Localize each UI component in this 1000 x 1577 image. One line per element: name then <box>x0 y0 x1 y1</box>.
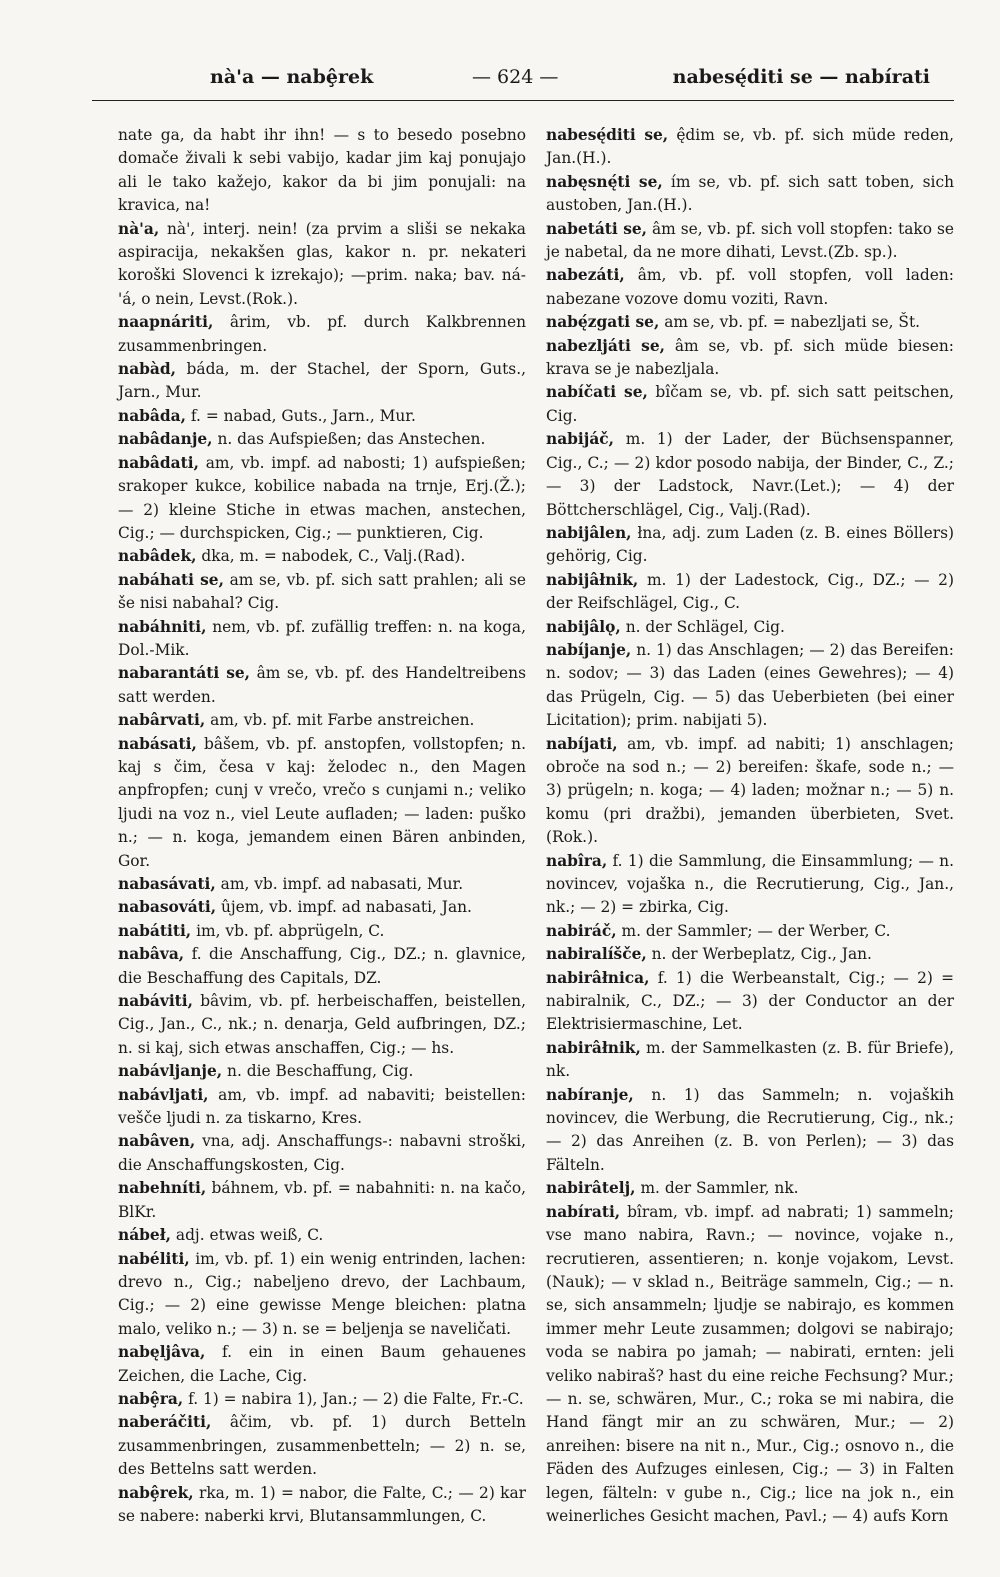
dictionary-entry <box>118 311 526 358</box>
dictionary-entry <box>118 1411 526 1481</box>
entry-headword: nabíranje, <box>546 1085 634 1104</box>
dictionary-entry <box>546 381 954 428</box>
dictionary-entry <box>546 171 954 218</box>
entry-definition: bâvim, vb. pf. herbeischaffen, beistellen, Cig., Jan., C., nk.; n. denarja, Geld aufbringen, DZ.; n. si kaj, sich etwas anschaffen, Cig.; — hs. <box>118 992 526 1057</box>
dictionary-entry <box>118 709 526 732</box>
entry-headword: nabíjanje, <box>546 640 632 659</box>
dictionary-entry <box>118 873 526 896</box>
entry-headword: nabasováti, <box>118 898 217 917</box>
entry-headword: nabirâtelj, <box>546 1179 636 1198</box>
dictionary-entry <box>546 639 954 733</box>
entry-headword: nabîra, <box>546 851 608 870</box>
dictionary-entry <box>546 967 954 1037</box>
dictionary-entry <box>118 358 526 405</box>
entry-headword: nabáviti, <box>118 992 193 1011</box>
dictionary-entry <box>118 1388 526 1411</box>
dictionary-entry <box>118 662 526 709</box>
dictionary-entry <box>546 428 954 522</box>
entry-headword: nabesę́diti se, <box>546 126 669 144</box>
entry-definition: am, vb. pf. mit Farbe anstreichen. <box>210 711 475 730</box>
entry-definition: âm se, vb. pf. sich voll stopfen: tako se je nabetal, da ne more dihati, Levst.(Zb. sp.). <box>546 219 954 262</box>
dictionary-entry <box>546 124 954 171</box>
entry-definition: âm se, vb. pf. sich müde biesen: krava se je nabezljala. <box>546 336 954 379</box>
entry-definition: im, vb. pf. abprügeln, C. <box>196 921 385 940</box>
entry-headword: nabírati, <box>546 1202 621 1221</box>
dictionary-entry <box>118 733 526 873</box>
entry-definition: am, vb. impf. ad nabosti; 1) aufspießen; srakoper kukce, kobilice nabada na trnje, Erj.(Ž.); — 2) kleine Stiche in etwas machen, anstechen, Cig.; — durchspicken, Cig.; — punktieren, Cig. <box>118 453 526 542</box>
entry-definition: am se, vb. pf. sich satt prahlen; ali se še nisi nabahal? Cig. <box>118 570 527 613</box>
entry-headword: naberáčiti, <box>118 1413 212 1432</box>
header-left-guideword: nà'a — nabȩ̂rek <box>210 66 374 88</box>
entry-definition: âčim, vb. pf. 1) durch Betteln zusammenbringen, zusammenbetteln; — 2) n. se, des Bettelns satt werden. <box>118 1413 526 1479</box>
dictionary-entry <box>118 545 526 568</box>
entry-definition: łna, adj. zum Laden (z. B. eines Böllers) gehörig, Cig. <box>546 523 954 566</box>
entry-definition: f. ein in einen Baum gehauenes Zeichen, die Lache, Cig. <box>118 1343 526 1385</box>
entry-definition: m. 1) der Lader, der Büchsenspanner, Cig., C.; — 2) kdor posodo nabija, der Binder, C., Z.; — 3) der Ladstock, Navr.(Let.); — 4) der Böttcherschlägel, Cig., Valj.(Rad). <box>546 430 954 519</box>
entry-headword: nabáhati se, <box>118 570 224 589</box>
dictionary-entry <box>118 1130 526 1177</box>
page-header <box>92 62 948 92</box>
dictionary-entry <box>118 405 526 428</box>
entry-headword: nabȩ̂ra, <box>118 1389 184 1408</box>
entry-definition: nà', interj. nein! (za prvim a sliši se nekaka aspiracija, nekakšen glas, kakor n. pr. nekateri koroški Slovenci k izrekajo); —prim. naka; bav. ná-'á, o nein, Levst.(Rok.). <box>118 219 526 308</box>
entry-definition: m. der Sammler; — der Werber, C. <box>621 921 891 940</box>
dictionary-entry <box>118 1060 526 1083</box>
dictionary-entry <box>118 218 526 312</box>
entry-headword: nabirâłnica, <box>546 968 650 987</box>
entry-headword: nabávljanje, <box>118 1062 223 1081</box>
dictionary-entry <box>546 335 954 382</box>
entry-definition: m. der Sammler, nk. <box>640 1179 799 1198</box>
entry-definition: nate ga, da habt ihr ihn! — s to besedo posebno domače živali k sebi vabijo, kadar jim kaj ponujajo ali le tako kažejo, kakor da bi jim ponujali: na kravica, na! <box>118 126 526 215</box>
entry-headword: nabiráč, <box>546 921 617 940</box>
dictionary-entry <box>118 1177 526 1224</box>
dictionary-entry <box>118 1224 526 1247</box>
entry-definition: am, vb. impf. ad nabiti; 1) anschlagen; obroče na sod n.; — 2) bereifen: škafe, sode n.; — 3) prügeln; n. koga; — 4) laden; možnar n.; — 5) n. komu (pri dražbi), jemanden überbieten, Svet.(Rok.). <box>546 734 954 847</box>
entry-headword: nabȩ̂rek, <box>118 1483 194 1502</box>
entry-definition: n. die Beschaffung, Cig. <box>227 1062 414 1081</box>
entry-headword: nabęljâva, <box>118 1343 206 1362</box>
page-number: — 624 — <box>472 66 559 88</box>
entry-definition: am se, vb. pf. = nabezljati se, Št. <box>664 313 921 332</box>
entry-headword: nabátiti, <box>118 921 192 940</box>
dictionary-entry <box>118 943 526 990</box>
dictionary-entry <box>546 1084 954 1178</box>
entry-headword: nabijâłnik, <box>546 570 639 589</box>
dictionary-entry <box>546 311 954 334</box>
entry-headword: nabiralíšče, <box>546 945 647 964</box>
entry-definition: vna, adj. Anschaffungs-: nabavni stroški, die Anschaffungskosten, Cig. <box>118 1132 526 1174</box>
entry-definition: ûjem, vb. impf. ad nabasati, Jan. <box>220 898 472 917</box>
entry-definition: n. 1) das Anschlagen; — 2) das Bereifen: n. sodov; — 3) das Laden (eines Gewehres); — 4) das Prügeln, Cig. — 5) das Ueberbieten (bei einer Licitation); prim. nabijati 5). <box>546 640 954 730</box>
entry-headword: nabirâłnik, <box>546 1038 641 1057</box>
dictionary-entry <box>118 896 526 919</box>
entry-definition: am, vb. impf. ad nabaviti; beistellen: vešče ljudi n. za tiskarno, Kres. <box>118 1085 526 1128</box>
entry-headword: nabâven, <box>118 1132 196 1151</box>
dictionary-entry <box>546 1177 954 1200</box>
entry-headword: nabávljati, <box>118 1085 209 1104</box>
entry-headword: nabàd, <box>118 360 177 379</box>
dictionary-entry <box>118 920 526 943</box>
entry-definition: n. der Schlägel, Cig. <box>625 617 785 636</box>
dictionary-entry <box>118 124 526 218</box>
entry-headword: nabijâlǫ, <box>546 617 621 636</box>
entry-headword: nabáhniti, <box>118 617 207 636</box>
entry-definition: ím se, vb. pf. sich satt toben, sich austoben, Jan.(H.). <box>546 172 954 215</box>
entry-headword: nabijáč, <box>546 430 615 449</box>
entry-headword: nabetáti se, <box>546 219 648 238</box>
entry-headword: nabârvati, <box>118 711 206 730</box>
dictionary-entry <box>118 1482 526 1529</box>
entry-headword: nabijâlen, <box>546 523 632 542</box>
entry-headword: nabíjati, <box>546 734 618 753</box>
entry-definition: m. der Sammelkasten (z. B. für Briefe), nk. <box>546 1038 954 1081</box>
entry-definition: n. der Werbeplatz, Cig., Jan. <box>651 945 872 964</box>
dictionary-entry <box>546 218 954 265</box>
entry-definition: f. 1) die Werbeanstalt, Cig.; — 2) = nabiralnik, C., DZ.; — 3) der Conductor an der Elektrisiermaschine, Let. <box>546 968 954 1034</box>
entry-definition: bîčam se, vb. pf. sich satt peitschen, Cig. <box>546 383 954 425</box>
entry-headword: nabéliti, <box>118 1249 190 1268</box>
entry-headword: nabíčati se, <box>546 383 648 402</box>
dictionary-entry <box>546 733 954 850</box>
entry-definition: n. das Aufspießen; das Anstechen. <box>217 430 486 449</box>
entry-definition: nem, vb. pf. zufällig treffen: n. na koga, Dol.-Mik. <box>118 617 526 659</box>
entry-headword: naapnáriti, <box>118 313 214 332</box>
entry-definition: bîram, vb. impf. ad nabrati; 1) sammeln; vse mano nabira, Ravn.; — novince, vojake n., recrutieren, assentieren; n. konje vojakom, Levst. (Nauk); — v sklad n., Beiträge sammeln, Cig.; — n. se, sich ansammeln; ljudje se nabirajo, es kommen immer mehr Leute zusammen; dolgovi se nabirajo; voda se nabira po jamah; — nabirati, ernten: jeli veliko nabiraš? hast du eine reiche Fechsung? Mur.; — n. se, schwären, Mur., C.; roka se mi nabira, die Hand fängt mir an zu schwären, Mur.; — 2) anreihen: bisere na nit n., Mur., Cig.; osnovo n., die Fäden des Aufzuges einlesen, Cig.; — 3) in Falten legen, fälteln: v gube n., Cig.; lice na jok n., ein weinerliches Gesicht machen, Pavl.; — 4) aufs Korn <box>546 1202 954 1525</box>
entry-definition: âm, vb. pf. voll stopfen, voll laden: nabezane vozove domu voziti, Ravn. <box>546 266 954 308</box>
entry-definition: rka, m. 1) = nabor, die Falte, C.; — 2) kar se nabere: naberki krvi, Blutansammlungen, C. <box>118 1483 526 1525</box>
entry-definition: âm se, vb. pf. des Handeltreibens satt werden. <box>118 664 526 706</box>
entry-definition: f. 1) = nabira 1), Jan.; — 2) die Falte, Fr.-C. <box>188 1389 524 1408</box>
entry-headword: nabâdanje, <box>118 430 213 449</box>
right-column <box>546 124 954 1528</box>
entry-headword: nà'a, <box>118 219 160 238</box>
entry-definition: báda, m. der Stachel, der Sporn, Guts., Jarn., Mur. <box>118 360 526 402</box>
dictionary-entry <box>546 569 954 616</box>
entry-definition: dka, m. = nabodek, C., Valj.(Rad). <box>201 547 466 566</box>
entry-definition: f. die Anschaffung, Cig., DZ.; n. glavnice, die Beschaffung des Capitals, DZ. <box>118 945 526 987</box>
header-rule <box>92 100 954 101</box>
entry-definition: báhnem, vb. pf. = nabahniti: n. na kačo, BlKr. <box>118 1179 526 1221</box>
dictionary-entry <box>546 616 954 639</box>
entry-definition: ę̂dim se, vb. pf. sich müde reden, Jan.(H.). <box>546 126 954 168</box>
entry-headword: nabehníti, <box>118 1179 207 1198</box>
entry-definition: f. = nabad, Guts., Jarn., Mur. <box>190 406 416 425</box>
dictionary-entry <box>546 850 954 920</box>
entry-definition: im, vb. pf. 1) ein wenig entrinden, lachen: drevo n., Cig.; nabeljeno drevo, der Lachbaum, Cig.; — 2) eine gewisse Menge bleichen: platna malo, veliko n.; — 3) n. se = beljenja se naveličati. <box>118 1249 526 1338</box>
entry-definition: f. 1) die Sammlung, die Einsammlung; — n. novincev, vojaška n., die Recrutierung, Cig., Jan., nk.; — 2) = zbirka, Cig. <box>546 851 954 917</box>
entry-headword: nabęsnę́ti se, <box>546 172 663 191</box>
entry-definition: n. 1) das Sammeln; n. vojaških novincev, die Werbung, die Recrutierung, Cig., nk.; — 2) das Anreihen (z. B. von Perlen); — 3) das Fälteln. <box>546 1085 954 1174</box>
entry-headword: nabâva, <box>118 945 185 964</box>
dictionary-entry <box>118 428 526 451</box>
left-column <box>118 124 526 1528</box>
entry-headword: nabâda, <box>118 406 186 425</box>
entry-headword: nabezljáti se, <box>546 336 665 355</box>
entry-definition: bâšem, vb. pf. anstopfen, vollstopfen; n. kaj s čim, česa v kaj: želodec n., den Magen anpfropfen; cunj v vrečo, vrečo s cunjami n.; veliko ljudi na voz n., viel Leute aufladen; — laden: puško n.; — n. koga, jemandem einen Bären anbinden, Gor. <box>118 734 526 870</box>
entry-headword: nabarantáti se, <box>118 664 251 683</box>
dictionary-entry <box>118 1248 526 1342</box>
entry-definition: ârim, vb. pf. durch Kalkbrennen zusammenbringen. <box>118 313 526 355</box>
dictionary-entry <box>118 569 526 616</box>
dictionary-entry <box>118 990 526 1060</box>
dictionary-entry <box>546 264 954 311</box>
entry-definition: adj. etwas weiß, C. <box>175 1226 324 1245</box>
entry-definition: am, vb. impf. ad nabasati, Mur. <box>220 875 464 893</box>
entry-headword: nabâdek, <box>118 547 197 566</box>
dictionary-entry <box>546 943 954 966</box>
dictionary-entry <box>118 616 526 663</box>
entry-definition: m. 1) der Ladestock, Cig., DZ.; — 2) der Reifschlägel, Cig., C. <box>546 570 954 613</box>
entry-headword: nábeł, <box>118 1226 171 1245</box>
entry-headword: nabezáti, <box>546 266 625 285</box>
entry-headword: nabę́zgati se, <box>546 313 660 332</box>
header-right-guideword: nabesę́diti se — nabírati <box>672 66 930 88</box>
dictionary-entry <box>118 1084 526 1131</box>
dictionary-entry <box>118 452 526 546</box>
dictionary-entry <box>118 1341 526 1388</box>
entry-headword: nabasávati, <box>118 875 216 893</box>
entry-headword: nabâdati, <box>118 453 199 472</box>
entry-headword: nabásati, <box>118 734 197 753</box>
dictionary-entry <box>546 1201 954 1529</box>
dictionary-entry <box>546 920 954 943</box>
dictionary-entry <box>546 1037 954 1084</box>
dictionary-entry <box>546 522 954 569</box>
